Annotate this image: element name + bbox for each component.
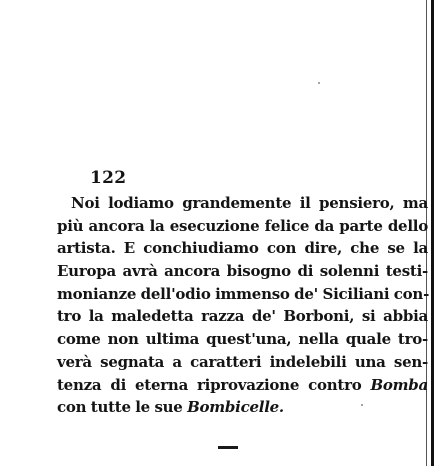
paragraph-line-6: tro la maledetta razza de' Borboni, si abbia	[57, 307, 428, 326]
paragraph	[57, 192, 428, 419]
section-end-dash	[218, 446, 238, 449]
paragraph-line-5: monianze dell'odio immenso de' Siciliani con-	[57, 284, 430, 303]
page-edge-line	[431, 0, 434, 466]
italic-word-bomba: Bomba	[370, 375, 428, 394]
paragraph-line-9	[57, 374, 428, 397]
scan-speck	[318, 82, 320, 84]
line-10-text: con tutte le sue	[57, 398, 183, 417]
italic-word-bombicelle: Bombicelle.	[187, 398, 284, 417]
line-9-text: tenza di eterna riprovazione contro	[57, 375, 362, 394]
paragraph-line-7: come non ultima quest'una, nella quale tro-	[57, 330, 428, 349]
paragraph-line-1: Noi lodiamo grandemente il pensiero, ma	[71, 194, 428, 212]
paragraph-line-10	[57, 396, 428, 419]
paragraph-line-2: più ancora la esecuzione felice da parte dello	[57, 216, 428, 235]
page-number: 122	[90, 168, 127, 188]
paragraph-line-4: Europa avrà ancora bisogno di solenni testi-	[57, 262, 428, 281]
paragraph-line-3: artista. E conchiudiamo con dire, che se la	[57, 239, 428, 258]
paragraph-line-8: verà segnata a caratteri indelebili una sen-	[57, 352, 428, 371]
